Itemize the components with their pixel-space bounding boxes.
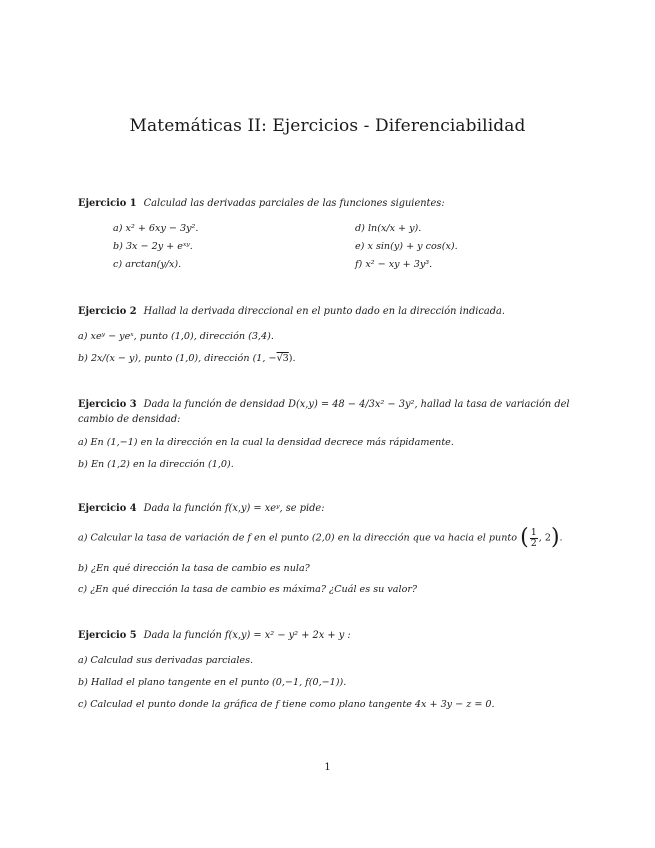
- ex1-item-d: d) ln(x/x + y).: [355, 223, 422, 234]
- ex4-item-b: b) ¿En qué dirección la tasa de cambio es nula?: [78, 563, 310, 574]
- ex1-item-b: b) 3x − 2y + eˣʸ.: [113, 241, 193, 252]
- ex2-a-text: xeʸ − yeˣ, punto (1,0), dirección (3,4).: [90, 331, 274, 342]
- ex2-item-b: b) 2x/(x − y), punto (1,0), dirección (1, −√3).: [78, 353, 296, 364]
- ex4-a-text: Calcular la tasa de variación de f en el punto (2,0) en la dirección que va hacia el punto: [90, 532, 518, 544]
- ex5-b-text: Hallad el plano tangente en el punto (0,−1, f(0,−1)).: [90, 677, 347, 688]
- ex1-item-a: a) x² + 6xy − 3y².: [113, 223, 199, 234]
- ex3-a-text: En (1,−1) en la dirección en la cual la densidad decrece más rápidamente.: [90, 437, 454, 448]
- exercise-1-header: [78, 196, 583, 211]
- exercise-3-header: [78, 397, 583, 427]
- exercise-2-statement: Hallad la derivada direccional en el punto dado en la dirección indicada.: [143, 306, 505, 317]
- ex4-a-fraction: $\frac{1}{2}$: [530, 526, 537, 549]
- ex1-item-c: c) arctan(y/x).: [113, 259, 182, 270]
- ex5-item-b: b) Hallad el plano tangente en el punto (0,−1, f(0,−1)).: [78, 677, 347, 688]
- ex5-c-text: Calculad el punto donde la gráfica de f tiene como plano tangente 4x + 3y − z = 0.: [90, 699, 495, 710]
- ex3-item-a: a) En (1,−1) en la dirección en la cual la densidad decrece más rápidamente.: [78, 437, 454, 448]
- exercise-4-header: [78, 501, 583, 516]
- ex1-b-math: 3x − 2y + eˣʸ.: [125, 241, 193, 252]
- ex1-a-math: x² + 6xy − 3y².: [125, 223, 199, 234]
- ex5-a-text: Calculad sus derivadas parciales.: [90, 655, 254, 666]
- exercise-3-statement: Dada la función de densidad D(x,y) = 48 − 4/3x² − 3y², hallad la tasa de variación del cambio de densidad:: [78, 399, 570, 425]
- exercise-5-statement: Dada la función f(x,y) = x² − y² + 2x + y :: [143, 630, 351, 641]
- exercise-5-label: Ejercicio 5: [78, 630, 137, 641]
- exercise-2-header: [78, 304, 583, 319]
- ex5-item-a: a) Calculad sus derivadas parciales.: [78, 655, 254, 666]
- exercise-4-statement: Dada la función f(x,y) = xeʸ, se pide:: [143, 503, 325, 514]
- ex4-item-a: a) Calcular la tasa de variación de f en el punto (2,0) en la dirección que va hacia el punto ( $\frac{1}{2}$ , 2).: [78, 525, 563, 550]
- ex2-b-sqrt: √3: [276, 353, 289, 364]
- page-number: 1: [324, 762, 331, 773]
- ex2-b-text: 2x/(x − y), punto (1,0), dirección (1, −: [90, 353, 277, 364]
- exercise-4-label: Ejercicio 4: [78, 503, 137, 514]
- ex1-f-math: x² − xy + 3y³.: [365, 259, 433, 270]
- exercise-3-label: Ejercicio 3: [78, 399, 137, 410]
- ex1-e-math: x sin(y) + y cos(x).: [367, 241, 458, 252]
- ex2-item-a: a) xeʸ − yeˣ, punto (1,0), dirección (3,4).: [78, 331, 274, 342]
- exercise-1-statement: Calculad las derivadas parciales de las funciones siguientes:: [143, 198, 445, 209]
- ex5-item-c: c) Calculad el punto donde la gráfica de f tiene como plano tangente 4x + 3y − z = 0.: [78, 699, 495, 710]
- exercise-1-label: Ejercicio 1: [78, 198, 137, 209]
- ex4-item-c: c) ¿En qué dirección la tasa de cambio es máxima? ¿Cuál es su valor?: [78, 584, 418, 595]
- exercise-2-label: Ejercicio 2: [78, 306, 137, 317]
- ex1-item-e: e) x sin(y) + y cos(x).: [355, 241, 458, 252]
- ex1-item-f: f) x² − xy + 3y³.: [355, 259, 433, 270]
- ex4-b-text: ¿En qué dirección la tasa de cambio es nula?: [90, 563, 310, 574]
- exercise-5-header: [78, 628, 583, 643]
- page-title: Matemáticas II: Ejercicios - Diferenciabilidad: [129, 116, 526, 136]
- ex3-item-b: b) En (1,2) en la dirección (1,0).: [78, 459, 234, 470]
- ex1-c-math: arctan(y/x).: [125, 259, 182, 270]
- ex3-b-text: En (1,2) en la dirección (1,0).: [90, 459, 234, 470]
- ex4-c-text: ¿En qué dirección la tasa de cambio es máxima? ¿Cuál es su valor?: [90, 584, 418, 595]
- ex1-d-math: ln(x/x + y).: [367, 223, 422, 234]
